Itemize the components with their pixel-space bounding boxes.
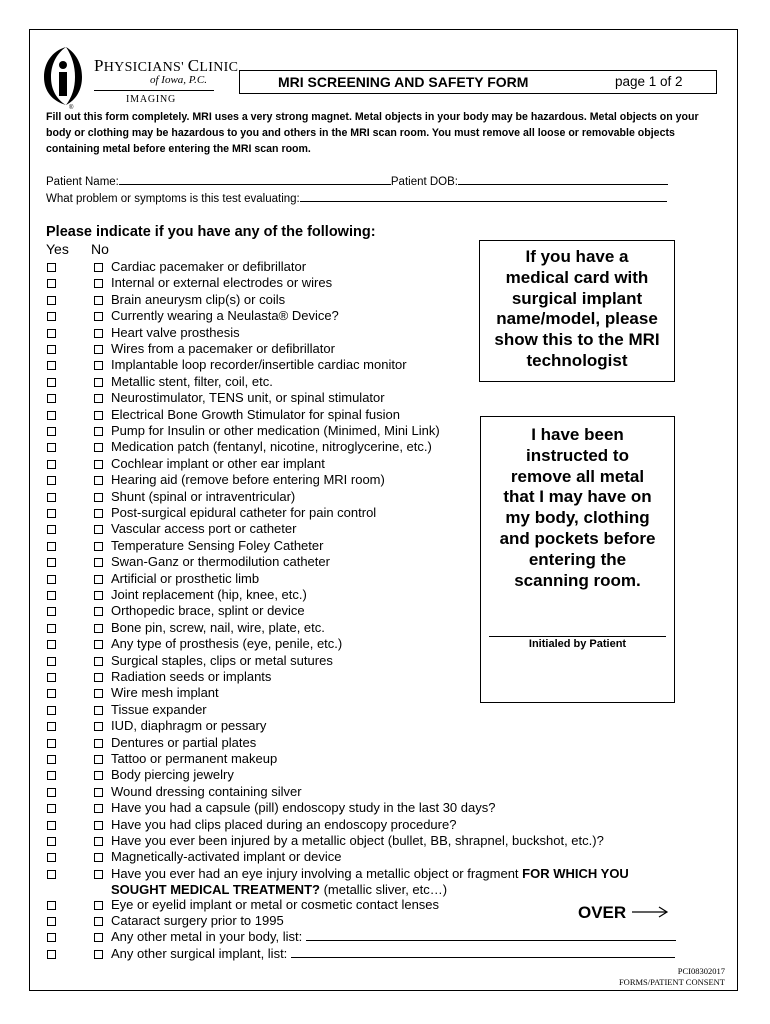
no-checkbox[interactable]	[94, 329, 103, 338]
checklist-item-label: Radiation seeds or implants	[111, 669, 272, 684]
no-checkbox[interactable]	[94, 525, 103, 534]
checklist-item-label: Vascular access port or catheter	[111, 521, 297, 537]
patient-dob-label: Patient DOB:	[390, 176, 458, 188]
initial-label: Initialed by Patient	[528, 638, 627, 650]
yes-checkbox[interactable]	[47, 624, 56, 633]
checklist-item-label: Orthopedic brace, splint or device	[111, 603, 305, 619]
no-checkbox[interactable]	[94, 933, 103, 942]
form-code: PCI08302017	[677, 966, 725, 976]
arrow-right-icon	[632, 905, 670, 919]
checklist-item-label: Wires from a pacemaker or defibrillator	[111, 341, 335, 356]
notice-line: my body, clothing	[505, 508, 650, 528]
other-metal-field[interactable]	[306, 929, 676, 941]
checklist-row	[0, 817, 770, 833]
no-checkbox[interactable]	[94, 901, 103, 910]
no-checkbox[interactable]	[94, 542, 103, 551]
no-checkbox[interactable]	[94, 312, 103, 321]
metal-removal-acknowledgement	[480, 416, 675, 703]
problem-field[interactable]	[300, 190, 667, 202]
yes-checkbox[interactable]	[47, 739, 56, 748]
yes-checkbox[interactable]	[47, 804, 56, 813]
checklist-row	[0, 751, 770, 767]
yes-checkbox[interactable]	[47, 788, 56, 797]
checklist-item-label: Have you ever had an eye injury involving a metallic object or fragment FOR WHICH YOU	[111, 865, 629, 881]
other-metal-label: Any other metal in your body, list:	[111, 929, 303, 945]
other-implant-field[interactable]	[291, 946, 675, 958]
form-title: MRI SCREENING AND SAFETY FORM	[278, 74, 529, 90]
yes-checkbox[interactable]	[47, 771, 56, 780]
checklist-item-label: Dentures or partial plates	[111, 734, 257, 750]
yes-column-label: Yes	[46, 241, 69, 257]
no-column-label: No	[91, 241, 109, 257]
yes-checkbox[interactable]	[47, 296, 56, 305]
yes-checkbox[interactable]	[47, 558, 56, 567]
clinic-logo-icon	[42, 45, 92, 111]
yes-checkbox[interactable]	[47, 443, 56, 452]
notice-line: surgical implant	[511, 288, 643, 308]
clinic-name: PHYSICIANS' CLINIC	[94, 56, 239, 75]
checklist-row	[0, 784, 770, 800]
checklist-row	[0, 735, 770, 751]
checklist-item-label: Surgical staples, clips or metal sutures	[111, 652, 333, 668]
checklist-item-label: Currently wearing a Neulasta® Device?	[111, 308, 339, 324]
checklist-item-label: Heart valve prosthesis	[111, 324, 240, 340]
checklist-item-label: Swan-Ganz or thermodilution catheter	[111, 554, 330, 570]
checklist-item-label: Joint replacement (hip, knee, etc.)	[111, 587, 307, 602]
notice-line: instructed to	[526, 445, 629, 465]
no-checkbox[interactable]	[94, 443, 103, 452]
checklist-item-label: IUD, diaphragm or pessary	[111, 718, 267, 734]
no-checkbox[interactable]	[94, 917, 103, 926]
clinic-subtitle: of Iowa, P.C.	[150, 74, 207, 86]
yes-checkbox[interactable]	[47, 722, 56, 731]
yes-checkbox[interactable]	[47, 460, 56, 469]
notice-line: medical card with	[505, 267, 649, 287]
no-checkbox[interactable]	[94, 870, 103, 879]
yes-checkbox[interactable]	[47, 525, 56, 534]
no-checkbox[interactable]	[94, 575, 103, 584]
notice-line: name/model, please	[496, 309, 658, 329]
checklist-heading: Please indicate if you have any of the following:	[46, 224, 376, 240]
medical-card-notice	[479, 240, 675, 382]
checklist-item-label: Have you had a capsule (pill) endoscopy study in the last 30 days?	[111, 800, 496, 816]
form-title-box	[239, 70, 717, 94]
notice-line: entering the	[528, 549, 627, 569]
notice-line: If you have a	[525, 247, 629, 266]
no-checkbox[interactable]	[94, 607, 103, 616]
yes-checkbox[interactable]	[47, 312, 56, 321]
patient-initial-field[interactable]	[489, 636, 666, 637]
notice-line: technologist	[526, 351, 628, 370]
checklist-item-label: Body piercing jewelry	[111, 767, 234, 783]
notice-line: and pockets before	[499, 529, 656, 548]
no-checkbox[interactable]	[94, 493, 103, 502]
yes-checkbox[interactable]	[47, 657, 56, 666]
yes-checkbox[interactable]	[47, 933, 56, 942]
yes-checkbox[interactable]	[47, 901, 56, 910]
yes-checkbox[interactable]	[47, 706, 56, 715]
no-checkbox[interactable]	[94, 673, 103, 682]
yes-checkbox[interactable]	[47, 345, 56, 354]
yes-checkbox[interactable]	[47, 427, 56, 436]
yes-checkbox[interactable]	[47, 853, 56, 862]
checklist-item-label: Electrical Bone Growth Stimulator for spinal fusion	[111, 406, 401, 422]
checklist-item-label: Hearing aid (remove before entering MRI room)	[111, 472, 385, 488]
no-checkbox[interactable]	[94, 378, 103, 387]
yes-checkbox[interactable]	[47, 394, 56, 403]
no-checkbox[interactable]	[94, 771, 103, 780]
no-checkbox[interactable]	[94, 361, 103, 370]
no-checkbox[interactable]	[94, 394, 103, 403]
yes-checkbox[interactable]	[47, 821, 56, 830]
yes-checkbox[interactable]	[47, 673, 56, 682]
yes-checkbox[interactable]	[47, 509, 56, 518]
other-implant-label: Any other surgical implant, list:	[111, 945, 288, 961]
no-checkbox[interactable]	[94, 279, 103, 288]
yes-checkbox[interactable]	[47, 917, 56, 926]
checklist-row	[0, 800, 770, 816]
no-checkbox[interactable]	[94, 804, 103, 813]
no-checkbox[interactable]	[94, 837, 103, 846]
checklist-item-label: Eye or eyelid implant or metal or cosmetic contact lenses	[111, 896, 440, 912]
no-checkbox[interactable]	[94, 689, 103, 698]
no-checkbox[interactable]	[94, 657, 103, 666]
checklist-item-label: Tissue expander	[111, 701, 207, 717]
yes-checkbox[interactable]	[47, 640, 56, 649]
checklist-item-label: Metallic stent, filter, coil, etc.	[111, 373, 273, 389]
checklist-item-label: Brain aneurysm clip(s) or coils	[111, 291, 286, 307]
problem-label: What problem or symptoms is this test evaluating:	[46, 193, 300, 205]
no-checkbox[interactable]	[94, 706, 103, 715]
yes-checkbox[interactable]	[47, 263, 56, 272]
checklist-item-label: Cataract surgery prior to 1995	[111, 913, 284, 928]
notice-line: remove all metal	[510, 466, 645, 486]
no-checkbox[interactable]	[94, 640, 103, 649]
checklist-row	[0, 702, 770, 718]
notice-line: I have been	[531, 425, 624, 444]
yes-checkbox[interactable]	[47, 411, 56, 420]
no-checkbox[interactable]	[94, 739, 103, 748]
yes-checkbox[interactable]	[47, 870, 56, 879]
no-checkbox[interactable]	[94, 263, 103, 272]
no-checkbox[interactable]	[94, 950, 103, 959]
checklist-item-label: Pump for Insulin or other medication (Minimed, Mini Link)	[111, 423, 440, 438]
checklist-item-label: Internal or external electrodes or wires	[111, 275, 333, 291]
no-checkbox[interactable]	[94, 476, 103, 485]
patient-name-field[interactable]	[119, 173, 391, 185]
no-checkbox[interactable]	[94, 345, 103, 354]
form-category: FORMS/PATIENT CONSENT	[618, 977, 725, 987]
logo-divider	[94, 90, 214, 91]
yes-checkbox[interactable]	[47, 575, 56, 584]
yes-checkbox[interactable]	[47, 493, 56, 502]
yes-checkbox[interactable]	[47, 689, 56, 698]
checklist-item-label: Post-surgical epidural catheter for pain control	[111, 505, 377, 520]
yes-checkbox[interactable]	[47, 476, 56, 485]
checklist-item-label: Tattoo or permanent makeup	[111, 751, 278, 766]
yes-checkbox[interactable]	[47, 591, 56, 600]
checklist-row	[0, 390, 770, 406]
no-checkbox[interactable]	[94, 853, 103, 862]
checklist-item-label: Shunt (spinal or intraventricular)	[111, 488, 296, 504]
no-checkbox[interactable]	[94, 788, 103, 797]
notice-line: that I may have on	[503, 487, 652, 507]
yes-checkbox[interactable]	[47, 755, 56, 764]
notice-line: scanning room.	[514, 570, 641, 590]
yes-checkbox[interactable]	[47, 837, 56, 846]
checklist-row-other-implant	[0, 946, 770, 962]
no-checkbox[interactable]	[94, 624, 103, 633]
svg-text:®: ®	[69, 105, 74, 111]
checklist-row	[0, 833, 770, 849]
checklist-item-label: Cardiac pacemaker or defibrillator	[111, 259, 307, 274]
checklist-item-label: Cochlear implant or other ear implant	[111, 455, 325, 471]
checklist-row	[0, 718, 770, 734]
checklist-row	[0, 849, 770, 865]
checklist-item-label: Neurostimulator, TENS unit, or spinal stimulator	[111, 390, 385, 406]
over-label: OVER	[578, 903, 627, 922]
checklist-item-label: Have you had clips placed during an endoscopy procedure?	[111, 816, 457, 832]
checklist-row-eye-injury	[0, 866, 770, 882]
no-checkbox[interactable]	[94, 821, 103, 830]
patient-dob-field[interactable]	[458, 173, 668, 185]
yes-checkbox[interactable]	[47, 361, 56, 370]
no-checkbox[interactable]	[94, 296, 103, 305]
yes-checkbox[interactable]	[47, 279, 56, 288]
no-checkbox[interactable]	[94, 509, 103, 518]
checklist-item-label: Temperature Sensing Foley Catheter	[111, 537, 324, 553]
patient-info-line	[46, 173, 668, 188]
checklist-item-continuation: SOUGHT MEDICAL TREATMENT? (metallic sliver, etc…)	[111, 882, 448, 898]
patient-name-label: Patient Name:	[46, 176, 119, 188]
checklist-item-label: Any type of prosthesis (eye, penile, etc.)	[111, 636, 343, 652]
notice-line: show this to the MRI	[494, 330, 660, 350]
yes-checkbox[interactable]	[47, 607, 56, 616]
yes-checkbox[interactable]	[47, 542, 56, 551]
no-checkbox[interactable]	[94, 460, 103, 469]
checklist-item-label: Bone pin, screw, nail, wire, plate, etc.	[111, 619, 325, 635]
intro-instructions: Fill out this form completely. MRI uses a very strong magnet. Metal objects in your body may be hazardous. Metal objects on your body or clothing may be hazardous to you and others in the MRI scan room. You must remove all loose or removable objects containing metal before entering the MRI scan room.	[46, 111, 699, 155]
checklist-item-label: Implantable loop recorder/insertible cardiac monitor	[111, 357, 407, 373]
problem-line	[46, 190, 667, 205]
page-number: page 1 of 2	[615, 74, 683, 89]
yes-checkbox[interactable]	[47, 378, 56, 387]
checklist-item-label: Have you ever been injured by a metallic object (bullet, BB, shrapnel, buckshot, etc.)?	[111, 833, 604, 848]
checklist-item-label: Medication patch (fentanyl, nicotine, nitroglycerine, etc.)	[111, 439, 432, 455]
no-checkbox[interactable]	[94, 755, 103, 764]
checklist-item-label: Wound dressing containing silver	[111, 783, 302, 799]
yes-checkbox[interactable]	[47, 329, 56, 338]
checklist-row-other-metal	[0, 929, 770, 945]
yes-checkbox[interactable]	[47, 950, 56, 959]
no-checkbox[interactable]	[94, 591, 103, 600]
checklist-item-label: Wire mesh implant	[111, 685, 219, 701]
no-checkbox[interactable]	[94, 558, 103, 567]
clinic-logo	[42, 45, 242, 110]
checklist-item-label: Artificial or prosthetic limb	[111, 570, 260, 586]
no-checkbox[interactable]	[94, 427, 103, 436]
checklist-row	[0, 767, 770, 783]
no-checkbox[interactable]	[94, 411, 103, 420]
no-checkbox[interactable]	[94, 722, 103, 731]
checklist-item-label: Magnetically-activated implant or device	[111, 849, 342, 865]
clinic-department: IMAGING	[126, 94, 177, 105]
